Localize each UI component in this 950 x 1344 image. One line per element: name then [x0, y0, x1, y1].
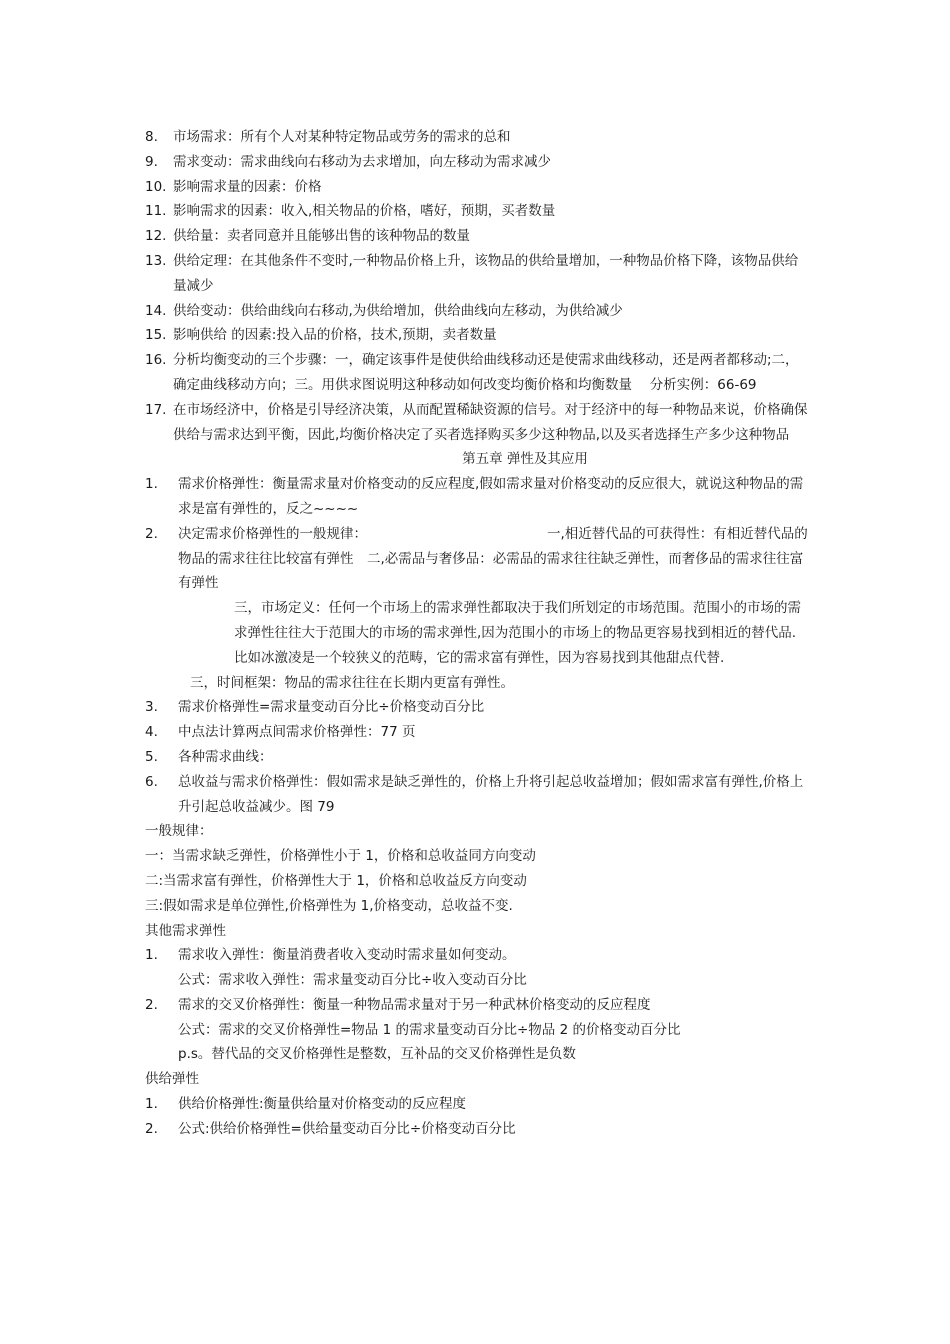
item-text: 影响需求的因素：收入,相关物品的价格，嗜好，预期，买者数量 — [173, 203, 556, 220]
text-line: 三:假如需求是单位弹性,价格弹性为 1,价格变动，总收益不变. — [145, 897, 513, 914]
item-text: 需求价格弹性：衡量需求量对价格变动的反应程度,假如需求量对价格变动的反应很大，就说这种物品的需求是富有弹性的，反之~~~~ — [178, 476, 804, 517]
item-text: 供给价格弹性:衡量供给量对价格变动的反应程度 — [178, 1096, 467, 1113]
item-number: 8. — [145, 129, 158, 145]
item-number: 16. — [145, 352, 167, 369]
list-item — [0, 522, 810, 596]
list-item — [0, 199, 810, 224]
market-definition-paragraph: 三，市场定义：任何一个市场上的需求弹性都取决于我们所划定的市场范围。范围小的市场的需求弹性往往大于范围大的市场的需求弹性,因为范围小的市场上的物品更容易找到相近的替代品.比如冰激凌是一个较狭义的范畴，它的需求富有弹性，因为容易找到其他甜点代替. — [234, 600, 801, 666]
item-number: 6. — [145, 773, 158, 790]
item-text: 在市场经济中，价格是引导经济决策，从而配置稀缺资源的信号。对于经济中的每一种物品来说，价格确保供给与需求达到平衡，因此,均衡价格决定了买者选择购买多少这种物品,以及买者选择生产多少这种物品 — [173, 401, 808, 443]
item-text: 市场需求：所有个人对某种特定物品或劳务的需求的总和 — [173, 129, 511, 145]
list-item — [0, 348, 810, 398]
formula-line: 公式：需求的交叉价格弹性=物品 1 的需求量变动百分比÷物品 2 的价格变动百分比 — [178, 1021, 681, 1038]
item-number: 2. — [145, 1120, 158, 1137]
list-item — [0, 323, 810, 348]
list-item — [0, 224, 810, 249]
item-text: 供给定理：在其他条件不变时,一种物品价格上升，该物品的供给量增加，一种物品价格下降，该物品供给量减少 — [173, 252, 799, 294]
list-item — [0, 993, 810, 1018]
item-number: 3. — [145, 699, 158, 716]
note-line: p.s。替代品的交叉价格弹性是整数，互补品的交叉价格弹性是负数 — [178, 1046, 576, 1063]
list-item — [0, 299, 810, 324]
item-text: 中点法计算两点间需求价格弹性：77 页 — [178, 724, 416, 741]
list-item — [0, 1092, 810, 1117]
item-number: 2. — [145, 996, 158, 1013]
item-text: 需求收入弹性：衡量消费者收入变动时需求量如何变动。 — [178, 947, 516, 964]
item-text: 分析均衡变动的三个步骤：一，确定该事件是使供给曲线移动还是使需求曲线移动，还是两者都移动;二，确定曲线移动方向；三。用供求图说明这种移动如何改变均衡价格和均衡数量 分析实例：66-69 — [173, 352, 799, 393]
item-number: 2. — [145, 525, 158, 542]
text-line: 二:当需求富有弹性，价格弹性大于 1，价格和总收益反方向变动 — [145, 872, 527, 889]
item-number: 1. — [145, 476, 158, 493]
list-item — [0, 125, 810, 150]
item-text: 各种需求曲线： — [178, 748, 273, 765]
item-number: 10. — [145, 178, 167, 195]
document-body — [0, 125, 950, 1142]
item-text: 公式:供给价格弹性=供给量变动百分比÷价格变动百分比 — [178, 1120, 516, 1137]
section-title: 供给弹性 — [145, 1071, 199, 1088]
item-text: 影响供给 的因素:投入品的价格，技术,预期，卖者数量 — [173, 327, 497, 344]
list-item — [0, 249, 810, 299]
item-number: 17. — [145, 401, 167, 418]
time-frame-line: 三，时间框架：物品的需求往往在长期内更富有弹性。 — [190, 674, 514, 691]
text-line: 一般规律： — [145, 823, 213, 840]
item-text: 影响需求量的因素：价格 — [173, 178, 322, 195]
item-text: 需求变动：需求曲线向右移动为去求增加，向左移动为需求减少 — [173, 153, 551, 170]
list-item — [0, 472, 810, 522]
item-number: 14. — [145, 302, 167, 319]
item-number: 13. — [145, 252, 167, 269]
item-text-continued: 一,相近替代品的可获得性：有相近替代品的物品的需求往往比较富有弹性 二,必需品与奢侈品：必需品的需求往往缺乏弹性，而奢侈品的需求往往富有弹性 — [178, 525, 808, 592]
list-item — [0, 175, 810, 200]
list-item — [0, 745, 810, 770]
chapter-title: 第五章 弹性及其应用 — [462, 451, 588, 468]
section-title: 其他需求弹性 — [145, 922, 226, 939]
list-item — [0, 1117, 810, 1142]
item-text: 决定需求价格弹性的一般规律： — [178, 525, 367, 542]
item-number: 9. — [145, 153, 158, 170]
formula-line: 公式：需求收入弹性：需求量变动百分比÷收入变动百分比 — [178, 972, 527, 989]
item-number: 4. — [145, 724, 158, 741]
item-number: 1. — [145, 947, 158, 964]
item-number: 11. — [145, 203, 167, 220]
list-item — [0, 720, 810, 745]
item-text: 需求的交叉价格弹性：衡量一种物品需求量对于另一种武林价格变动的反应程度 — [178, 996, 651, 1013]
list-item — [0, 398, 810, 448]
item-number: 5. — [145, 748, 158, 765]
item-number: 15. — [145, 327, 167, 344]
list-item — [0, 150, 810, 175]
item-text: 需求价格弹性=需求量变动百分比÷价格变动百分比 — [178, 699, 485, 716]
item-number: 1. — [145, 1096, 158, 1113]
list-item — [0, 770, 810, 820]
text-line: 一：当需求缺乏弹性，价格弹性小于 1，价格和总收益同方向变动 — [145, 848, 536, 865]
item-text: 供给量：卖者同意并且能够出售的该种物品的数量 — [173, 228, 470, 245]
list-item — [0, 943, 810, 968]
item-text: 总收益与需求价格弹性：假如需求是缺乏弹性的，价格上升将引起总收益增加；假如需求富有弹性,价格上升引起总收益减少。图 79 — [178, 773, 804, 815]
item-number: 12. — [145, 228, 167, 245]
list-item — [0, 695, 810, 720]
item-text: 供给变动：供给曲线向右移动,为供给增加，供给曲线向左移动，为供给减少 — [173, 302, 623, 319]
